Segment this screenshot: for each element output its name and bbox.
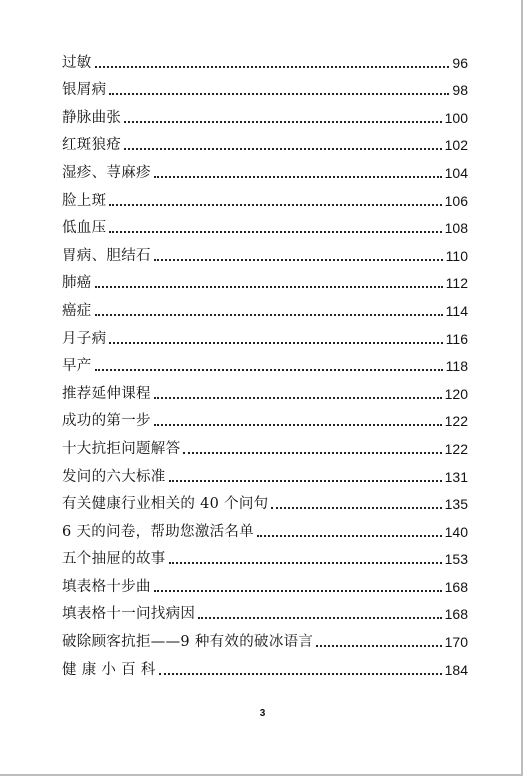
toc-entry[interactable] (62, 265, 468, 293)
dot-leader (154, 590, 442, 592)
toc-entry[interactable] (62, 623, 468, 651)
dot-leader (169, 562, 442, 564)
toc-entry[interactable] (62, 348, 468, 376)
toc-entry-page: 122 (444, 413, 468, 430)
toc-entry-page: 116 (445, 330, 468, 347)
toc-entry[interactable] (62, 99, 468, 127)
dot-leader (154, 176, 442, 178)
dot-leader (95, 314, 443, 316)
dot-leader (159, 673, 442, 675)
toc-entry[interactable] (62, 292, 468, 320)
toc-entry-page: 110 (445, 247, 468, 264)
toc-entry-title: 过敏 (62, 54, 92, 71)
toc-entry-title: 发问的六大标准 (62, 468, 166, 485)
toc-entry-title: 静脉曲张 (62, 109, 122, 126)
dot-leader (124, 148, 441, 150)
toc-entry-page: 96 (452, 54, 468, 71)
dot-leader (154, 397, 442, 399)
dot-leader (198, 617, 441, 619)
toc-entry-title: 五个抽屉的故事 (62, 551, 166, 568)
toc-entry-title: 破除顾客抗拒——9 种有效的破冰语言 (62, 634, 314, 651)
toc-entry[interactable] (62, 320, 468, 348)
dot-leader (95, 286, 443, 288)
toc-entry[interactable] (62, 375, 468, 403)
toc-entry-title: 有关健康行业相关的 40 个问句 (62, 496, 269, 513)
dot-leader (109, 93, 449, 95)
dot-leader (124, 121, 441, 123)
toc-entry-page: 100 (444, 109, 468, 126)
toc-entry[interactable] (62, 651, 468, 679)
toc-entry[interactable] (62, 458, 468, 486)
toc-entry[interactable] (62, 403, 468, 431)
dot-leader (95, 66, 450, 68)
toc-entry[interactable] (62, 430, 468, 458)
toc-entry-title: 6 天的问卷，帮助您激活名单 (62, 523, 255, 540)
toc-entry[interactable] (62, 486, 468, 514)
page-number: 3 (259, 708, 266, 719)
toc-entry-page: 131 (444, 468, 468, 485)
dot-leader (109, 342, 442, 344)
toc-entry-page: 98 (452, 82, 468, 99)
toc-entry-page: 118 (445, 358, 468, 375)
toc-entry-title: 成功的第一步 (62, 413, 151, 430)
toc-entry[interactable] (62, 596, 468, 624)
toc-entry-page: 102 (444, 137, 468, 154)
dot-leader (169, 480, 442, 482)
toc-entry[interactable] (62, 568, 468, 596)
toc-entry-page: 106 (444, 192, 468, 209)
dot-leader (154, 259, 443, 261)
toc-entry-title: 十大抗拒问题解答 (62, 440, 181, 457)
toc-entry-page: 140 (444, 523, 468, 540)
toc-entry[interactable] (62, 72, 468, 100)
toc-entry[interactable] (62, 210, 468, 238)
dot-leader (316, 645, 441, 647)
toc-entry-title: 早产 (62, 358, 92, 375)
toc-entry-title: 填表格十步曲 (62, 578, 151, 595)
toc-entry[interactable] (62, 154, 468, 182)
toc-entry-title: 肺癌 (62, 275, 92, 292)
table-of-contents (62, 44, 468, 679)
toc-entry-title: 月子病 (62, 330, 107, 347)
toc-entry[interactable] (62, 237, 468, 265)
dot-leader (109, 231, 441, 233)
dot-leader (257, 535, 442, 537)
toc-entry-page: 108 (444, 220, 468, 237)
toc-entry-page: 170 (444, 634, 468, 651)
toc-entry-title: 银屑病 (62, 82, 107, 99)
toc-entry-page: 112 (445, 275, 468, 292)
toc-entry-title: 推荐延伸课程 (62, 385, 151, 402)
toc-entry-title: 红斑狼疮 (62, 137, 122, 154)
toc-entry-title: 癌症 (62, 302, 92, 319)
dot-leader (109, 204, 441, 206)
toc-entry-page: 168 (444, 606, 468, 623)
toc-entry[interactable] (62, 541, 468, 569)
toc-entry-title: 胃病、胆结石 (62, 247, 151, 264)
toc-entry[interactable] (62, 127, 468, 155)
toc-entry-page: 120 (444, 385, 468, 402)
toc-entry-page: 104 (444, 164, 468, 181)
dot-leader (154, 424, 442, 426)
toc-entry-page: 122 (444, 440, 468, 457)
toc-entry[interactable] (62, 44, 468, 72)
toc-entry-title: 填表格十一问找病因 (62, 606, 196, 623)
toc-entry-page: 114 (445, 302, 468, 319)
toc-entry[interactable] (62, 513, 468, 541)
toc-entry-page: 135 (444, 496, 468, 513)
dot-leader (183, 452, 441, 454)
toc-entry-title: 低血压 (62, 220, 107, 237)
toc-entry[interactable] (62, 182, 468, 210)
toc-entry-title: 湿疹、荨麻疹 (62, 164, 151, 181)
toc-entry-page: 184 (444, 661, 468, 678)
toc-entry-page: 168 (444, 578, 468, 595)
toc-entry-page: 153 (444, 551, 468, 568)
toc-entry-title: 健 康 小 百 科 (62, 661, 156, 678)
dot-leader (271, 507, 441, 509)
dot-leader (95, 369, 443, 371)
toc-entry-title: 脸上斑 (62, 192, 107, 209)
